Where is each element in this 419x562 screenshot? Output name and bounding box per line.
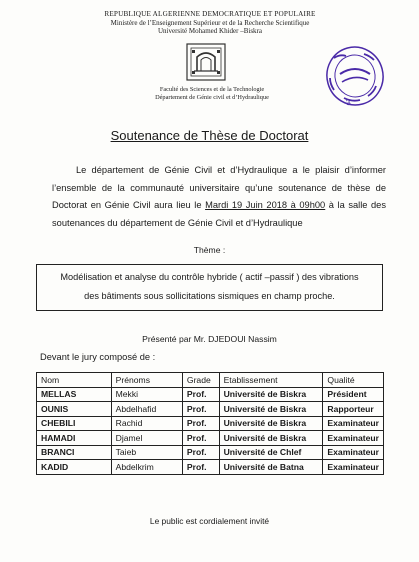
- department-line: Département de Génie civil et d’Hydraulique: [155, 93, 269, 101]
- header-grade: Grade: [182, 373, 219, 388]
- republic-line: REPUBLIQUE ALGERIENNE DEMOCRATIQUE ET POPULAIRE: [104, 10, 316, 18]
- letterhead: [60, 10, 360, 36]
- defense-date: Mardi 19 Juin 2018 à 09h00: [205, 200, 326, 210]
- jury-firstname: Mekki: [111, 387, 182, 402]
- jury-institution: Université de Biskra: [219, 387, 323, 402]
- theme-label: Thème :: [193, 245, 226, 255]
- jury-firstname: Taieb: [111, 445, 182, 460]
- jury-name: BRANCI: [37, 445, 112, 460]
- table-row: [37, 445, 384, 460]
- header-etablissement: Etablissement: [219, 373, 323, 388]
- jury-role: Président: [323, 387, 384, 402]
- jury-firstname: Rachid: [111, 416, 182, 431]
- presenter: Présenté par Mr. DJEDOUI Nassim: [142, 334, 277, 344]
- table-row: [37, 402, 384, 417]
- jury-grade: Prof.: [182, 416, 219, 431]
- jury-table-header: [37, 373, 384, 388]
- jury-name: KADID: [37, 460, 112, 475]
- jury-role: Rapporteur: [323, 402, 384, 417]
- header-prenoms: Prénoms: [111, 373, 182, 388]
- stamp-number: 3: [345, 97, 352, 108]
- faculty-line: Faculté des Sciences et de la Technologie: [159, 86, 265, 93]
- jury-institution: Université de Chlef: [219, 445, 323, 460]
- university-logo-icon: [183, 41, 229, 83]
- ministry-line: Ministère de l’Enseignement Supérieur et de la Recherche Scientifique: [110, 18, 310, 27]
- jury-table: [36, 372, 384, 475]
- jury-institution: Université de Biskra: [219, 402, 323, 417]
- jury-name: HAMADI: [37, 431, 112, 446]
- university-line: Université Mohamed Khider –Biskra: [157, 27, 262, 35]
- jury-institution: Université de Batna: [219, 460, 323, 475]
- header-nom: Nom: [37, 373, 112, 388]
- official-stamp-icon: [324, 44, 386, 108]
- theme-line-2: des bâtiments sous sollicitations sismiques en champ proche.: [84, 291, 335, 301]
- announcement-text-1: Le département de Génie Civil et d’Hydraulique a le plaisir d’informer l’ensemble de la communauté universitaire qu’une soutenance de thèse de Doctorat en Génie Civil aura lieu le: [52, 165, 386, 210]
- jury-role: Examinateur: [323, 445, 384, 460]
- jury-intro: Devant le jury composé de :: [40, 352, 156, 362]
- jury-grade: Prof.: [182, 402, 219, 417]
- jury-grade: Prof.: [182, 431, 219, 446]
- announcement-paragraph: [52, 162, 386, 232]
- header-qualite: Qualité: [323, 373, 384, 388]
- table-row: [37, 387, 384, 402]
- jury-grade: Prof.: [182, 445, 219, 460]
- jury-institution: Université de Biskra: [219, 416, 323, 431]
- jury-role: Examinateur: [323, 431, 384, 446]
- jury-role: Examinateur: [323, 460, 384, 475]
- jury-name: MELLAS: [37, 387, 112, 402]
- footer-invitation: Le public est cordialement invité: [149, 516, 270, 526]
- jury-role: Examinateur: [323, 416, 384, 431]
- jury-name: OUNIS: [37, 402, 112, 417]
- jury-grade: Prof.: [182, 387, 219, 402]
- theme-line-1: Modélisation et analyse du contrôle hybride ( actif –passif ) des vibrations: [60, 272, 359, 282]
- jury-grade: Prof.: [182, 460, 219, 475]
- jury-firstname: Abdelkrim: [111, 460, 182, 475]
- faculty-block: [142, 86, 282, 101]
- table-row: [37, 460, 384, 475]
- table-row: [37, 416, 384, 431]
- jury-institution: Université de Biskra: [219, 431, 323, 446]
- theme-box: [36, 264, 383, 311]
- page-title: Soutenance de Thèse de Doctorat: [110, 128, 309, 143]
- table-row: [37, 431, 384, 446]
- jury-firstname: Abdelhafid: [111, 402, 182, 417]
- jury-name: CHEBILI: [37, 416, 112, 431]
- jury-firstname: Djamel: [111, 431, 182, 446]
- announcement-text-2: à la salle des soutenances du département de Génie Civil et d’Hydraulique: [52, 200, 386, 228]
